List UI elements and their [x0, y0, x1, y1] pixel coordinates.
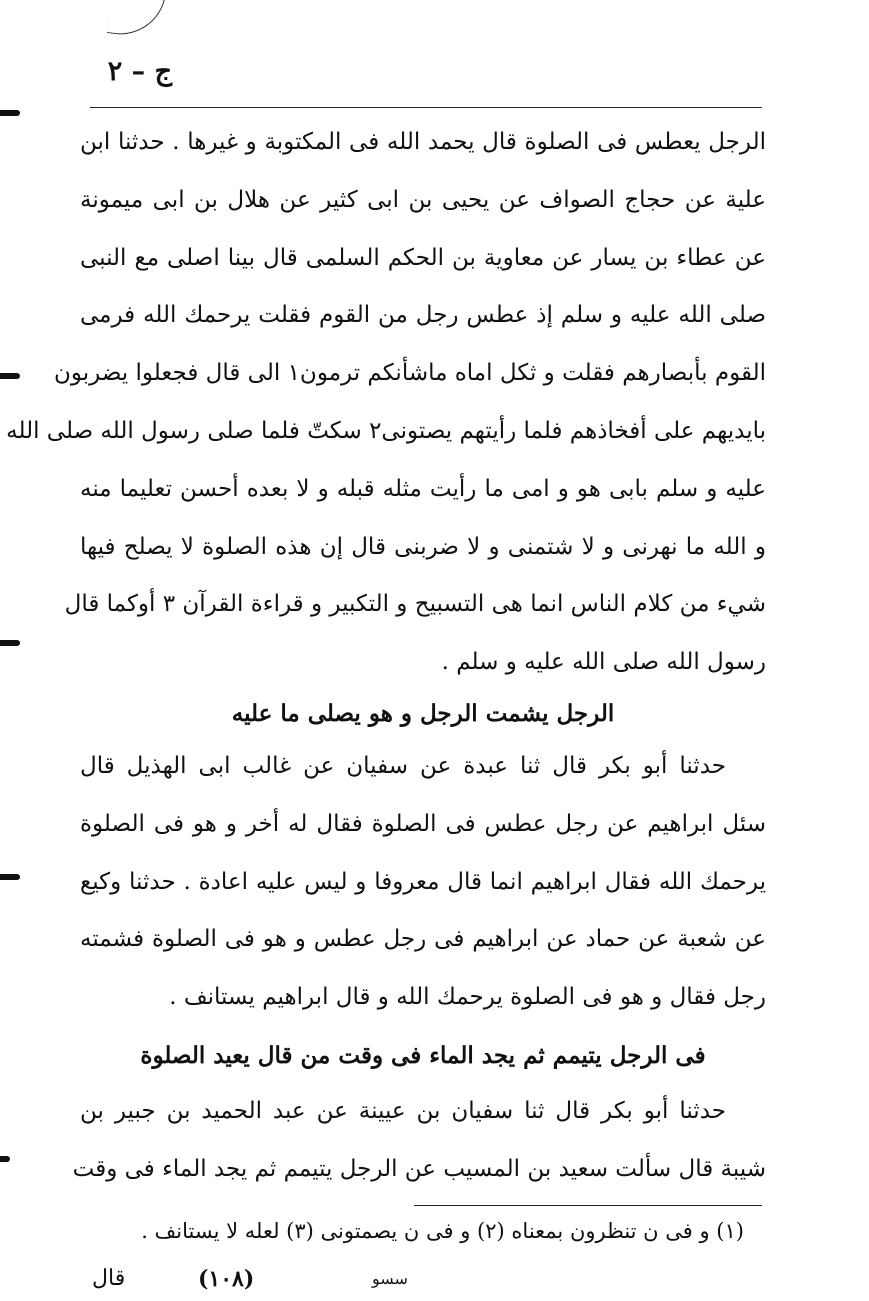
text-line: رجل فقال و هو فى الصلوة يرحمك الله و قال ابراهيم يستانف . [169, 984, 766, 1011]
text-line: و الله ما نهرنى و لا شتمنى و لا ضربنى قال إن هذه الصلوة لا يصلح فيها [80, 533, 766, 560]
margin-mark [0, 373, 20, 379]
chapter-heading: الرجل يشمت الرجل و هو يصلى ما عليه [231, 700, 615, 727]
paragraph-blessing-in-prayer [80, 738, 766, 1027]
text-line: بايديهم على أفخاذهم فلما رأيتهم يصتونى٢ سكتّ فلما صلى رسول الله صلى الله [6, 417, 766, 444]
text-line: عن شعبة عن حماد عن ابراهيم فى رجل عطس و هو فى الصلوة فشمته [80, 926, 766, 953]
text-line: رسول الله صلى الله عليه و سلم . [441, 649, 766, 676]
page-number: (١٠٨) [198, 1266, 255, 1292]
footnote: (١) و فى ن تنظرون بمعناه (٢) و فى ن يصمتونى (٣) لعله لا يستانف . [141, 1219, 744, 1243]
text-line: شيبة قال سألت سعيد بن المسيب عن الرجل يتيمم ثم يجد الماء فى وقت [72, 1155, 766, 1182]
signature-mark: سسو [372, 1269, 408, 1288]
margin-mark [0, 874, 20, 880]
chapter-heading: فى الرجل يتيمم ثم يجد الماء فى وقت من قال يعيد الصلوة [140, 1042, 706, 1069]
header-rule [90, 107, 762, 108]
text-line: عليه و سلم بابى هو و امى ما رأيت مثله قبله و لا بعده أحسن تعليما منه [80, 475, 766, 502]
corner-pencil-mark [107, 0, 170, 40]
paragraph-tayammum [72, 1083, 766, 1199]
margin-mark [0, 1156, 10, 1162]
text-line: حدثنا أبو بكر قال ثنا سفيان بن عيينة عن عبد الحميد بن جبير بن [80, 1098, 726, 1124]
margin-mark [0, 110, 20, 116]
footnote-rule [414, 1205, 762, 1206]
catchword: قال [92, 1266, 126, 1291]
text-line: عن عطاء بن يسار عن معاوية بن الحكم السلمى قال بينا اصلى مع النبى [80, 244, 766, 271]
text-line: شيء من كلام الناس انما هى التسبيح و التكبير و قراءة القرآن ٣ أوكما قال [64, 591, 766, 618]
text-line: صلى الله عليه و سلم إذ عطس رجل من القوم فقلت يرحمك الله فرمى [80, 302, 766, 329]
part-number-header: ج – ٢ [107, 56, 172, 87]
text-line: حدثنا أبو بكر قال ثنا عبدة عن سفيان عن غالب ابى الهذيل قال [80, 753, 726, 779]
margin-mark [0, 640, 20, 646]
text-line: علية عن حجاج الصواف عن يحيى بن ابى كثير عن هلال بن ابى ميمونة [80, 186, 766, 213]
text-line: الرجل يعطس فى الصلوة قال يحمد الله فى المكتوبة و غيرها . حدثنا ابن [80, 129, 766, 155]
text-line: سئل ابراهيم عن رجل عطس فى الصلوة فقال له أخر و هو فى الصلوة [80, 810, 766, 837]
text-line: يرحمك الله فقال ابراهيم انما قال معروفا و ليس عليه اعادة . حدثنا وكيع [80, 868, 766, 895]
text-line: القوم بأبصارهم فقلت و ثكل اماه ماشأنكم ترمون١ الى قال فجعلوا يضربون [54, 360, 766, 387]
paragraph-sneezing-in-prayer [6, 114, 766, 692]
